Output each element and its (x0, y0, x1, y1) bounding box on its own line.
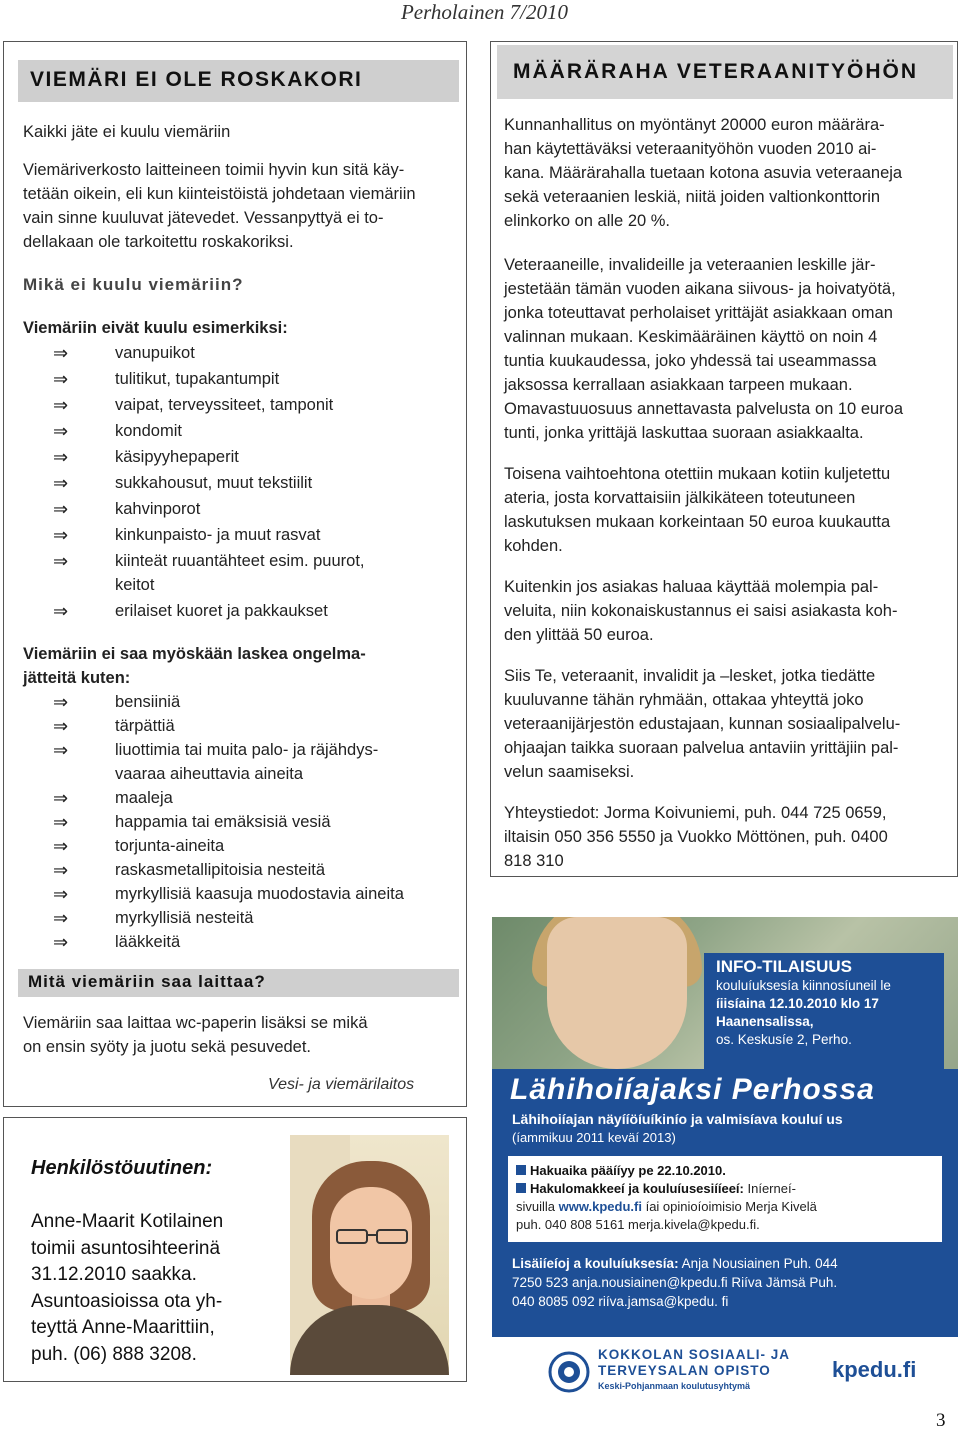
website-label[interactable]: kpedu.fi (832, 1357, 917, 1382)
ad-title: Lähihoiíajaksi Perhossa (510, 1073, 875, 1106)
list-item: ⇒ kinkunpaisto- ja muut rasvat (23, 523, 463, 547)
list-item: ⇒ lääkkeitä (23, 930, 463, 954)
right-paragraph-5: Siis Te, veteraanit, invalidit ja –lesket, jotka tiedätte kuuluvanne tähän ryhmään, ottakaa yhteyttä joko veteraanijärjestön edustajaan, kunnan sosiaalipalvelu- ohjaajan taikka suoraan palvelua antaviin yrittäjiin pal- velun saamiseksi. (504, 667, 901, 781)
right-paragraph-1: Kunnanhallitus on myöntänyt 20000 euron määrära- han käytettäväksi veteraanityöhön vuoden 2010 ai- kana. Määrärahalla tuetaan kotona asuvia veteraaneja sekä veteraanien leskiä, niitä joiden valtionkonttorin elinkorko on alle 20 %. (504, 116, 903, 230)
course-advertisement (492, 917, 958, 1420)
list-item-continuation: keitot (115, 576, 155, 594)
staff-news-text: Anne-Maarit Kotilainen toimii asuntosihteerinä 31.12.2010 saakka. Asuntoasioissa ota yh- teyttä Anne-Maarittiin, puh. (06) 888 3208. (31, 1211, 224, 1365)
list-item: ⇒ kiinteät ruuantähteet esim. puurot, (23, 549, 463, 573)
right-article-title: MÄÄRÄRAHA VETERAANITYÖHÖN (497, 45, 953, 99)
intro-text: Kaikki jäte ei kuulu viemäriin (23, 123, 231, 141)
list-item: ⇒ tulitikut, tupakantumpit (23, 367, 463, 391)
bullet-square-icon (516, 1183, 526, 1193)
school-logo-icon (548, 1351, 590, 1393)
list-item: ⇒ myrkyllisiä nesteitä (23, 906, 463, 930)
more-info: Lisäiíeíoj a kouluíuksesía: Anja Nousiainen Puh. 044 7250 523 anja.nousiainen@kpedu.fi Riíva Jämsä Puh. 040 8085 092 riíva.jamsa@kpedu. fi (512, 1256, 838, 1309)
list-item-continuation: vaaraa aiheuttavia aineita (115, 765, 304, 783)
bullet-square-icon (516, 1165, 526, 1175)
contact-info: Yhteystiedot: Jorma Koivuniemi, puh. 044 725 0659, iltaisin 050 356 5550 ja Vuokko Möttönen, puh. 0400 818 310 (504, 804, 888, 870)
list-item: ⇒ erilaiset kuoret ja pakkaukset (23, 599, 463, 623)
ad-period: (íammikuu 2011 keväí 2013) (512, 1130, 676, 1145)
ad-footer (492, 1337, 958, 1420)
allowed-items-title: Mitä viemäriin saa laittaa? (18, 969, 459, 997)
list-item: ⇒ vanupuikot (23, 341, 463, 365)
list-item: ⇒ kondomit (23, 419, 463, 443)
closing-paragraph: Viemäriin saa laittaa wc-paperin lisäksi se mikä on ensin syöty ja juotu sekä pesuvedet. (23, 1014, 368, 1056)
left-article-title: VIEMÄRI EI OLE ROSKAKORI (18, 60, 459, 102)
list1-title: Viemäriin eivät kuulu esimerkiksi: (23, 319, 288, 337)
forbidden-items-list (23, 341, 463, 623)
intro-paragraph: Viemäriverkosto laitteineen toimii hyvin kun sitä käy- tetään oikein, eli kun kiinteistöistä johdetaan viemäriin vain sinne kuuluvat jätevedet. Vessanpyttyä ei to- dellakaan ole tarkoitettu roskakoriksi. (23, 161, 416, 251)
application-info: Hakuaika pääííyy pe 22.10.2010. Hakulomakkeeí ja kouluíusesiííeeí: Iníerneí- sivuilla www.kpedu.fi íai opinioíoimisio Merja Kivelä puh. 040 808 5161 merja.kivela@kpedu.fi. (508, 1156, 942, 1242)
subheading: Mikä ei kuulu viemäriin? (23, 275, 244, 294)
list2-title: Viemäriin ei saa myöskään laskea ongelma- jätteitä kuten: (23, 645, 366, 687)
info-event-box: INFO-TILAISUUS kouluíuksesía kiinnosíuneil le íiisíaina 12.10.2010 klo 17 Haanensalissa, os. Keskusíe 2, Perho. (704, 953, 944, 1069)
list-item: ⇒ käsipyyhepaperit (23, 445, 463, 469)
organization-name: KOKKOLAN SOSIAALI- JA TERVEYSALAN OPISTO (598, 1347, 791, 1378)
list-item: ⇒ raskasmetallipitoisia nesteitä (23, 858, 463, 882)
website-link[interactable]: www.kpedu.fi (558, 1199, 642, 1214)
portrait-photo (290, 1135, 449, 1375)
hazardous-waste-list (23, 690, 463, 954)
right-paragraph-3: Toisena vaihtoehtona otettiin mukaan kotiin kuljetettu ateria, josta korvattaisiin jälkikäteen toteutuneen laskutuksen mukaan korkeintaan 50 euroa kuukautta kohden. (504, 465, 891, 555)
right-paragraph-4: Kuitenkin jos asiakas haluaa käyttää molempia pal- veluita, niin kokonaiskustannus ei saisi asiakasta koh- den ylittää 50 euroa. (504, 578, 898, 644)
list-item: ⇒ vaipat, terveyssiteet, tamponit (23, 393, 463, 417)
list-item: ⇒ liuottimia tai muita palo- ja räjähdys- (23, 738, 463, 762)
right-paragraph-2: Veteraaneille, invalideille ja veteraanien leskille jär- jestetään tämän vuoden aikana siivous- ja hoivatyötä, jonka toteuttavat perholaiset yrittäjät asiakkaan oman valinnan mukaan. Keskimääräinen käyttö on noin 4 tuntia kuukaudessa, joko yhdessä tai useammassa jaksossa kerrallaan asiakkaan tarpeen mukaan. Omavastuuosuus annettavasta palvelusta on 10 euroa tunti, jonka yrittäjä laskuttaa suoraan asiakkaalta. (504, 256, 904, 442)
list-item: ⇒ bensiiniä (23, 690, 463, 714)
page-number: 3 (936, 1410, 946, 1430)
issue-title: Perholainen 7/2010 (400, 0, 568, 24)
list-item: ⇒ torjunta-aineita (23, 834, 463, 858)
list-item: ⇒ tärpättiä (23, 714, 463, 738)
article-signature: Vesi- ja viemärilaitos (268, 1076, 415, 1093)
list-item: ⇒ sukkahousut, muut tekstiilit (23, 471, 463, 495)
list-item: ⇒ kahvinporot (23, 497, 463, 521)
list-item: ⇒ maaleja (23, 786, 463, 810)
list-item: ⇒ happamia tai emäksisiä vesiä (23, 810, 463, 834)
staff-news-title: Henkilöstöuutinen: (31, 1157, 213, 1179)
ad-subtitle: Lähihoiíajan näyííöíuíkinío ja valmisíava kouluí us (512, 1111, 843, 1127)
list-item: ⇒ myrkyllisiä kaasuja muodostavia aineita (23, 882, 463, 906)
organization-subtitle: Keski-Pohjanmaan koulutusyhtymä (598, 1381, 751, 1391)
